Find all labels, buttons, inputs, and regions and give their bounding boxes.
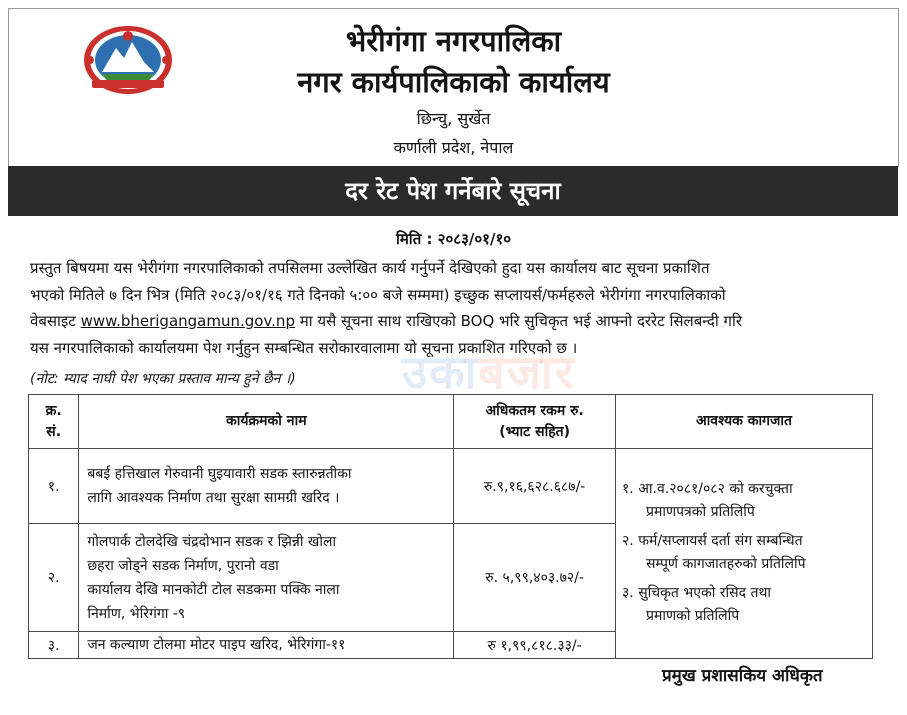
table-row	[29, 449, 873, 524]
row-program	[79, 632, 454, 659]
program-line: लागि आवश्यक निर्माण तथा सुरक्षा सामग्री खरिद ।	[87, 490, 340, 506]
body-line	[30, 308, 882, 335]
row-amount: रु. ५,९९,४०३.७२/-	[454, 524, 616, 632]
row-program	[79, 449, 454, 524]
document-line: ३. सुचिकृत भएको रसिद तथा	[622, 584, 772, 601]
body-line: प्रस्तुत बिषयमा यस भेरीगंगा नगरपालिकाको तपसिलमा उल्लेखित कार्य गर्नुपर्ने देखिएको हुदा यस कार्यालय बाट सूचना प्रकाशित	[30, 259, 710, 277]
body-line: भएको मितिले ७ दिन भित्र (मिति २०८३/०१/१६ गते दिनको ५:०० बजे सम्ममा) इच्छुक सप्लायर्स/फर्महरुले भेरीगंगा नगरपालिकाको	[30, 285, 726, 304]
document-item	[616, 530, 872, 576]
program-line: कार्यालय देखि मानकोटी टोल सडकमा पक्कि नाला	[87, 581, 340, 598]
program-line: छहरा जोड्ने सडक निर्माण, पुरानो वडा	[87, 557, 279, 574]
table-header-row	[29, 395, 873, 449]
header-sn-line: सं.	[46, 423, 62, 440]
items-table	[28, 394, 873, 659]
row-amount: रु १,९९,८१८.३३/-	[454, 632, 616, 659]
body-text: वेबसाइट	[30, 312, 76, 330]
header-amount-line: (भ्याट सहित)	[499, 423, 571, 440]
program-line: बबई हत्तिखाल गेरुवानी घुइयावारी सडक स्तारुन्नतीका	[87, 466, 352, 482]
document-item	[616, 582, 872, 628]
notice-date: मिति : २०८३/०१/१०	[395, 230, 512, 248]
location: छिन्चु, सुर्खेत	[416, 109, 491, 128]
document-line: प्रमाणपत्रको प्रतिलिपि	[646, 503, 755, 520]
required-documents	[616, 449, 873, 659]
body-text: मा यसै सूचना साथ राखिएको BOQ भरि सुचिकृत भई आफ्नो दररेट सिलबन्दी गरि	[299, 312, 742, 330]
watermark-part: उका	[402, 345, 479, 399]
header-sn	[29, 395, 79, 449]
document-line: १. आ.व.२०८१/०८२ को करचुक्ता	[622, 480, 793, 497]
office-name: नगर कार्यपालिकाको कार्यालय	[297, 65, 610, 99]
header-documents: आवश्यक कागजात	[616, 395, 873, 449]
row-amount: रु.९,१६,६२८.६८७/-	[454, 449, 616, 524]
note: (नोट: म्याद नाघी पेश भएका प्रस्ताव मान्य हुने छैन ।)	[30, 371, 296, 387]
signatory: प्रमुख प्रशासकिय अधिकृत	[662, 666, 823, 686]
document-line: २. फर्म/सप्लायर्स दर्ता संग सम्बन्धित	[622, 532, 803, 549]
program-line: गोलपार्क टोलदेखि चंद्रदोभान सडक र झिन्नी खोला	[87, 533, 337, 550]
document-item	[616, 478, 872, 524]
watermark	[402, 340, 576, 402]
program-line: निर्माण, भेरिगंगा -९	[87, 605, 186, 622]
watermark-part: बजार	[478, 345, 576, 399]
header-amount	[454, 395, 616, 449]
notice-title: दर रेट पेश गर्नेबारे सूचना	[8, 166, 898, 216]
program-line: जन कल्याण टोलमा मोटर पाइप खरिद, भेरिगंगा-११	[87, 637, 346, 653]
website-link[interactable]: www.bherigangamun.gov.np	[80, 312, 295, 330]
row-sn: १.	[29, 449, 79, 524]
header-amount-line: अधिकतम रकम रु.	[485, 402, 584, 419]
header-program: कार्यक्रमको नाम	[79, 395, 454, 449]
body-line: यस नगरपालिकाको कार्यालयमा पेश गर्नुहुन सम्बन्धित सरोकारवालामा यो सूचना प्रकाशित गरिएको छ ।	[30, 338, 578, 357]
row-program	[79, 524, 454, 632]
document-line: प्रमाणको प्रतिलिपि	[646, 607, 740, 624]
row-sn: २.	[29, 524, 79, 632]
row-sn: ३.	[29, 632, 79, 659]
document-line: सम्पूर्ण कागजातहरुको प्रतिलिपि	[646, 555, 806, 572]
org-name: भेरीगंगा नगरपालिका	[345, 24, 562, 58]
header-sn-line: क्र.	[45, 402, 62, 419]
province: कर्णाली प्रदेश, नेपाल	[393, 138, 514, 157]
